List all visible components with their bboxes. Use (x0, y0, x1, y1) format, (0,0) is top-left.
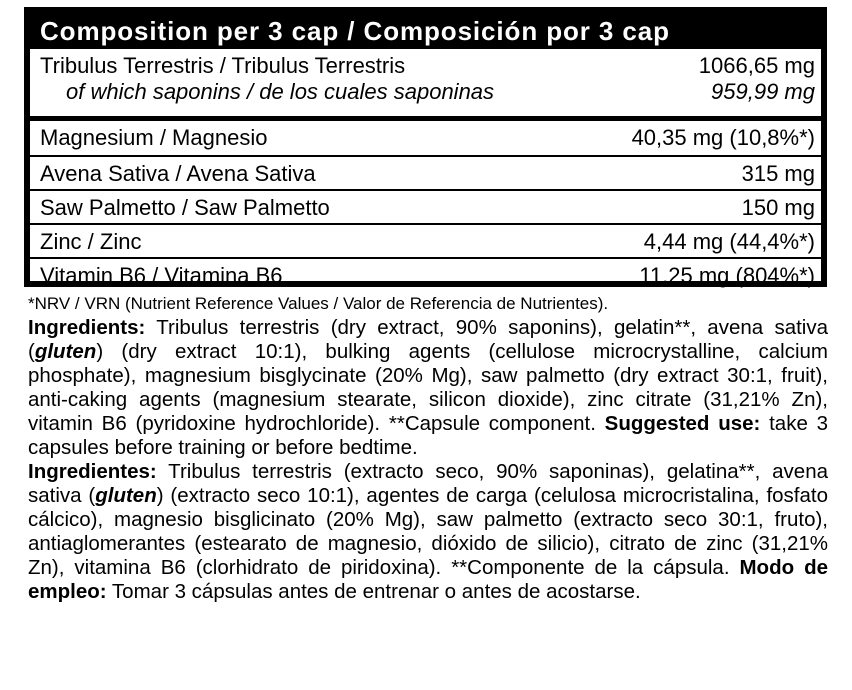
ingredient-amount: 1066,65 mg (698, 53, 815, 78)
ingredient-name: Avena Sativa / Avena Sativa (40, 161, 316, 186)
sub-ingredient-amount: 959,99 mg (711, 79, 815, 104)
ingredient-name: Zinc / Zinc (40, 229, 142, 254)
table-row-saw-palmetto (30, 191, 821, 225)
ingredients-spanish (28, 460, 828, 604)
table-row-tribulus (30, 49, 821, 121)
usage-text: Tomar 3 cápsulas antes de entrenar o antes de acostarse. (106, 580, 641, 603)
label-footer (28, 292, 828, 604)
ingredients-text: Tribulus terrestris (extracto seco, 90% saponinas), gelatina**, avena sativa ( (28, 460, 828, 507)
nrv-note: *NRV / VRN (Nutrient Reference Values / Valor de Referencia de Nutrientes). (28, 294, 609, 313)
ingredients-text: Tribulus terrestris (dry extract, 90% saponins), gelatin**, avena sativa ( (28, 316, 828, 363)
ingredient-amount: 315 mg (741, 161, 815, 186)
ingredient-amount: 4,44 mg (44,4%*) (643, 229, 815, 254)
ingredient-name: Tribulus Terrestris / Tribulus Terrestris (40, 53, 406, 78)
table-header: Composition per 3 cap / Composición por 3 cap (30, 13, 821, 49)
table-row-avena (30, 157, 821, 191)
table-row-zinc (30, 225, 821, 259)
ingredients-label: Ingredients: (28, 316, 146, 339)
ingredient-amount: 150 mg (741, 195, 815, 220)
ingredients-label: Ingredientes: (28, 460, 157, 483)
ingredients-text: ) (dry extract 10:1), bulking agents (cellulose microcrystalline, calcium phosphate), magnesium bisglycinate (20% Mg), saw palmetto (dry extract 30:1, fruit), anti-caking agents (magnesium stearate, silicon dioxide), zinc citrate (31,21% Zn), vitamin B6 (pyridoxine hydrochloride). **Capsule component. (28, 340, 828, 435)
allergen-highlight: gluten (34, 340, 97, 363)
ingredient-amount: 40,35 mg (10,8%*) (631, 125, 815, 150)
ingredient-name: Magnesium / Magnesio (40, 125, 268, 150)
suggested-use-text: take 3 capsules before training or before bedtime. (28, 412, 829, 459)
composition-table (24, 7, 827, 287)
allergen-highlight: gluten (95, 484, 157, 507)
ingredients-text: ) (extracto seco 10:1), agentes de carga (celulosa microcristalina, fosfato cálcico), magnesio bisglicinato (20% Mg), saw palmetto (extracto seco 30:1, fruto), antiaglomerantes (estearato de magnesio, dióxido de silicio), citrato de zinc (31,21% Zn), vitamina B6 (clorhidrato de piridoxina). **Componente de la cápsula. (28, 484, 828, 579)
usage-label: Modo de empleo: (28, 556, 829, 603)
sub-ingredient-name: of which saponins / de los cuales saponinas (66, 79, 495, 104)
table-row-magnesium (30, 121, 821, 157)
ingredient-amount: 11,25 mg (804%*) (639, 263, 815, 288)
table-row-vitamin-b6 (30, 259, 821, 293)
ingredients-english (28, 316, 828, 460)
ingredient-name: Vitamin B6 / Vitamina B6 (40, 263, 283, 288)
suggested-use-label: Suggested use: (604, 412, 761, 435)
ingredient-name: Saw Palmetto / Saw Palmetto (40, 195, 330, 220)
